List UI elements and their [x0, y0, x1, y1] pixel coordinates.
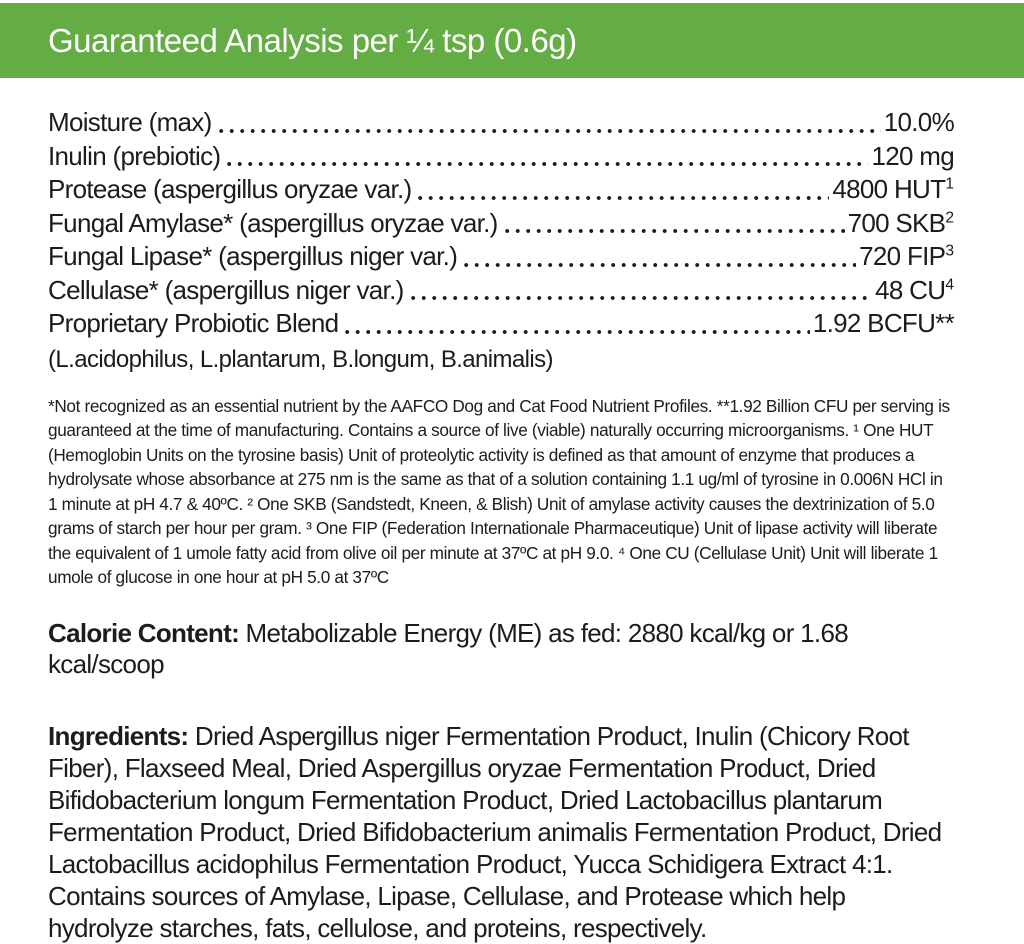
analysis-row: [48, 174, 954, 208]
analysis-row-value: 720 FIP$^3$: [859, 241, 954, 271]
dot-leader: [227, 161, 868, 167]
dot-leader: [464, 262, 856, 268]
analysis-table: [48, 107, 954, 374]
analysis-row: [48, 275, 954, 309]
dot-leader: [345, 329, 810, 335]
analysis-row-label: Inulin (prebiotic): [48, 140, 221, 171]
analysis-row-label: Protease (aspergillus oryzae var.): [48, 174, 412, 204]
calorie-content-label: Calorie Content:: [48, 617, 240, 648]
calorie-content-text: Metabolizable Energy (ME) as fed: 2880 kcal/kg or 1.68 kcal/scoop: [48, 617, 848, 679]
ingredients-label: Ingredients:: [48, 720, 189, 751]
dot-leader: [219, 128, 881, 134]
calorie-content-line: [48, 618, 954, 680]
dot-leader: [418, 195, 829, 201]
ingredients-paragraph: [48, 720, 954, 944]
analysis-row: [48, 107, 954, 141]
analysis-row: [48, 208, 954, 242]
analysis-row-value: 48 $CU^4$: [875, 274, 954, 305]
label-body: [0, 107, 1024, 944]
analysis-row-value: 1.92 BCFU**: [812, 308, 954, 338]
analysis-row-value: 700 SKB$^2$: [847, 207, 954, 238]
footnotes-paragraph: *Not recognized as an essential nutrient by the AAFCO Dog and Cat Food Nutrient Profiles. **1.92 Billion CFU per serving is guaranteed at the time of manufacturing. Contains a source of live (viable) naturally occurring microorganisms. ¹ One HUT (Hemoglobin Units on the tyrosine basis) Unit of proteolytic activity is defined as that amount of enzyme that produces a hydrolysate whose absorbance at 275 nm is the same as that of a solution containing 1.1 ug/ml of tyrosine in 0.006N HCl in 1 minute at pH 4.7 & 40ºC. ² One SKB (Sandstedt, Kneen, & Blish) Unit of amylase activity causes the dextrinization of 5.0 grams of starch per hour per gram. ³ One FIP (Federation Internationale Pharmaceutique) Unit of lipase activity will liberate the equivalent of 1 umole fatty acid from olive oil per minute at 37ºC at pH 9.0. ⁴ One CU (Cellulase Unit) Unit will liberate 1 umole of glucose in one hour at pH 5.0 at 37ºC: [48, 395, 950, 587]
analysis-row-label: Fungal Amylase* (aspergillus oryzae var.): [48, 207, 498, 238]
analysis-row-value: 10.0%: [883, 107, 954, 137]
probiotic-blend-species: (L.acidophilus, L.plantarum, B.longum, B.animalis): [48, 345, 553, 373]
analysis-row: [48, 308, 954, 342]
analysis-row: [48, 141, 954, 175]
analysis-row-label: Fungal Lipase* (aspergillus niger var.): [48, 241, 458, 271]
guaranteed-analysis-header: [0, 3, 1024, 78]
dot-leader: [411, 295, 873, 301]
analysis-row-label: Proprietary Probiotic Blend: [48, 308, 339, 338]
analysis-row-value: 120 mg: [871, 140, 954, 171]
page-title: Guaranteed Analysis per ¼ tsp (0.6g): [48, 21, 577, 59]
analysis-row: [48, 241, 954, 275]
ingredients-text: Dried Aspergillus niger Fermentation Product, Inulin (Chicory Root Fiber), Flaxseed Meal, Dried Aspergillus oryzae Fermentation Product, Dried Bifidobacterium longum Fermentation Product, Dried Lactobacillus plantarum Fermentation Product, Dried Bifidobacterium animalis Fermentation Product, Dried Lactobacillus acidophilus Fermentation Product, Yucca Schidigera Extract 4:1. Contains sources of Amylase, Lipase, Cellulase, and Protease which help hydrolyze starches, fats, cellulose, and proteins, respectively.: [48, 720, 942, 943]
analysis-row-label: Moisture (max): [48, 107, 212, 137]
analysis-row-label: Cellulase* (aspergillus niger var.): [48, 274, 404, 305]
dot-leader: [505, 228, 845, 234]
analysis-row-value: 4800 HUT$^1$: [832, 174, 954, 204]
